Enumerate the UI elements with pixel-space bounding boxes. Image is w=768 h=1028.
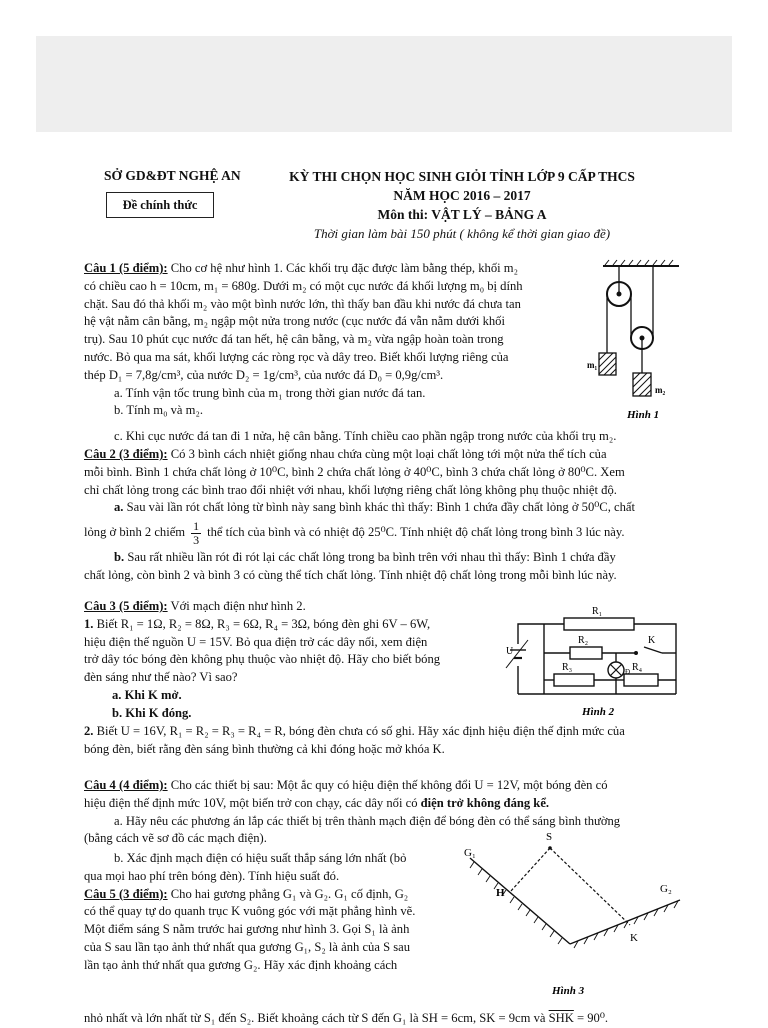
q1-line-5: trụ). Sau 10 phút cục nước đá tan hết, hệ cân bằng, và m₂ vừa ngập hoàn toàn trong [84,332,504,347]
q1-line-6: nước. Bỏ qua ma sát, khối lượng các ròng rọc và dây treo. Biết khối lượng riêng của [84,349,509,364]
q2-part-a-line-2: lỏng ở bình 2 chiếm 1 3 thể tích của bình và có nhiệt độ 25⁰C. Tính nhiệt độ chất lỏng trong bình 3 lúc này. [84,518,625,547]
question-2 [84,446,688,585]
q3-part-b: b. Khi K đóng. [112,705,192,720]
q5-label: Câu 5 (3 điểm): [84,886,168,901]
resistor-r1 [564,618,634,630]
q3-p1-line-4: đèn sáng như thế nào? Vì sao? [84,670,238,685]
q3-line-1: Câu 3 (5 điểm): Với mạch điện như hình 2. [84,599,306,613]
figure-2-caption: Hình 2 [582,706,615,718]
label-h: H [496,887,505,899]
school-year: NĂM HỌC 2016 – 2017 [393,188,531,203]
q1-line-2: có chiều cao h = 10cm, m₁ = 680g. Dưới m₂ có một cục nước đá khối lượng m₀ bị dính [84,278,523,293]
q1-line-3: chặt. Sau đó thả khối m₂ vào một bình nước lớn, thì thấy ban đầu khi nước đá chưa tan [84,296,521,311]
line-sk [550,848,630,925]
q1-line-4: hệ vật nằm cân bằng, m₂ ngập một nửa trong nước (cục nước đá vẫn nằm dưới khối [84,314,505,329]
q3-p2-line-2: bóng đèn, biết rằng đèn sáng bình thường cả khi đóng hoặc mở khóa K. [84,741,445,756]
question-1 [84,260,584,420]
figure-1-caption: Hình 1 [627,409,660,421]
q4-part-b-line-1: b. Xác định mạch điện có hiệu suất thắp sáng lớn nhất (bỏ [114,851,407,865]
mirror-g1 [470,858,570,944]
label-r4: R₄ [632,662,643,673]
q1-part-c: c. Khi cục nước đá tan đi 1 nửa, hệ cân bằng. Tính chiều cao phần ngập trong nước của khối trụ m₂. [114,429,617,443]
label-k: K [630,932,638,944]
q3-part-2 [84,723,688,759]
q3-p1-line-2: hiệu điện thế nguồn U = 15V. Bỏ qua điện trở các dây nối, xem điện [84,634,428,649]
label-s: S [546,831,553,843]
label-d: Đ [625,668,631,676]
label-r1: R₁ [592,606,603,617]
q3-p1-line-1: 1. Biết R₁ = 1Ω, R₂ = 8Ω, R₃ = 6Ω, R₄ = 3Ω, bóng đèn ghi 6V – 6W, [84,616,431,631]
q3-label: Câu 3 (5 điểm): [84,599,168,613]
figure-2 [504,598,692,724]
q1-line-1: Câu 1 (5 điểm): Cho cơ hệ như hình 1. Các khối trụ đặc được làm bằng thép, khối m₂ [84,261,518,275]
q4-line-2: hiệu điện thế định mức 10V, một biến trở con chạy, các dây nối có điện trở không đáng kể. [84,795,550,810]
q5-line-3: Một điểm sáng S nằm trước hai gương như hình 3. Gọi S₁ là ảnh [84,922,410,937]
label-g2: G₂ [660,883,672,895]
q5-line-1: Câu 5 (3 điểm): Cho hai gương phẳng G₁ và G₂. G₁ cố định, G₂ [84,886,409,901]
label-r3: R₃ [562,662,573,673]
q1-part-b: b. Tính m₀ và m₂. [114,403,204,418]
label-r2: R₂ [578,635,589,646]
q2-line-2: mỗi bình. Bình 1 chứa chất lỏng ở 10⁰C, bình 2 chứa chất lỏng ở 40⁰C, bình 3 chứa chất lỏng ở 80⁰C. Xem [84,464,625,479]
q5-line-4: của S sau lần tạo ảnh thứ nhất qua gương G₁, S₂ là ảnh của S sau [84,939,411,954]
q3-p2-line-1: 2. Biết U = 16V, R₁ = R₂ = R₃ = R₄ = R, bóng đèn chưa có số ghi. Hãy xác định hiệu điện thế định mức của [84,724,625,738]
exam-header [234,167,690,243]
q2-part-a-line-1: a. Sau vài lần rót chất lỏng từ bình này sang bình khác thì thấy: Bình 1 chứa đầy chất lỏng ở 50⁰C, chất [114,500,635,515]
mirror-g2 [570,900,680,944]
label-m1: m₁ [587,360,598,370]
label-m2: m₂ [655,385,666,395]
q4-label: Câu 4 (4 điểm): [84,778,168,792]
question-3 [84,598,504,723]
q1-line-7: thép D₁ = 7,8g/cm³, của nước D₂ = 1g/cm³, của nước đá D₀ = 0,9g/cm³. [84,367,444,382]
angle-shk: $\overline{SHK}$ [548,1011,574,1025]
q5-line-2: có thể quay tự do quanh trục K vuông góc với mặt phẳng hình vẽ. [84,904,416,919]
exam-title: KỲ THI CHỌN HỌC SINH GIỎI TỈNH LỚP 9 CẤP THCS [289,169,635,184]
department-name: SỞ GD&ĐT NGHỆ AN [104,168,241,183]
q5-last-line: nhỏ nhất và lớn nhất từ S₁ đến S₂. Biết khoảng cách từ S đến G₁ là SH = 6cm, SK = 9cm và $\overline{SHK} = 90^0$. [84,1011,609,1025]
figure-3 [460,826,692,1006]
q2-line-3: chỉ chất lỏng trong các bình trao đổi nhiệt với nhau, khối lượng riêng chất lỏng không phụ thuộc nhiệt độ. [84,482,617,497]
q4-part-a-line-2: (bằng cách vẽ sơ đồ các mạch điện). [84,831,267,846]
q2-line-1: Câu 2 (3 điểm): Có 3 bình cách nhiệt giống nhau chứa cùng một loại chất lỏng tới một nửa thể tích của [84,447,607,461]
q4-part-a-line-1: a. Hãy nêu các phương án lắp các thiết bị trên thành mạch điện để bóng đèn có thể sáng bình thường [114,813,621,828]
q2-label: Câu 2 (3 điểm): [84,447,168,461]
exam-page [84,150,692,1024]
figure-1 [589,258,692,428]
fraction: 1 3 [193,518,200,547]
q3-part-a: a. Khi K mở. [112,687,182,702]
label-k: K [648,635,656,646]
q4-line-1: Câu 4 (4 điểm): Cho các thiết bị sau: Một ắc quy có hiệu điện thế không đổi U = 12V, một bóng đèn có [84,778,608,792]
q5-line-5: lần tạo ảnh thứ nhất qua gương G₂. Hãy xác định khoảng cách [84,957,398,972]
q2-part-b-line-2: chất lỏng, còn bình 2 và bình 3 có cùng thể tích chất lỏng. Tính nhiệt độ chất lỏng trong mỗi bình lúc này. [84,567,617,582]
figure-3-caption: Hình 3 [552,985,585,997]
q4-part-b-line-2: qua mọi hao phí trên bóng đèn). Tính hiệu suất đó. [84,868,340,883]
resistor-r3 [554,674,594,686]
q4-part-b-and-question-5 [84,850,456,975]
subject: Môn thi: VẬT LÝ – BẢNG A [377,207,547,222]
switch-k [644,647,662,653]
q3-p1-line-3: trở dây tóc bóng đèn không phụ thuộc vào nhiệt độ. Hãy cho biết bóng [84,652,441,667]
label-g1: G₁ [464,847,476,859]
q1-label: Câu 1 (5 điểm): [84,261,168,275]
line-sh [510,848,550,892]
q2-part-b-line-1: b. Sau rất nhiều lần rót đi rót lại các chất lỏng trong ba bình trên với nhau thì thấy: Bình 1 chứa đầy [114,550,616,565]
time-note: Thời gian làm bài 150 phút ( không kể thời gian giao đề) [313,226,611,241]
top-banner [36,36,732,132]
official-label-box: Đề chính thức [106,192,214,218]
q1-part-a: a. Tính vận tốc trung bình của m₁ trong thời gian nước đá tan. [114,385,426,400]
resistor-r2 [570,647,602,659]
label-u: U [506,646,514,657]
